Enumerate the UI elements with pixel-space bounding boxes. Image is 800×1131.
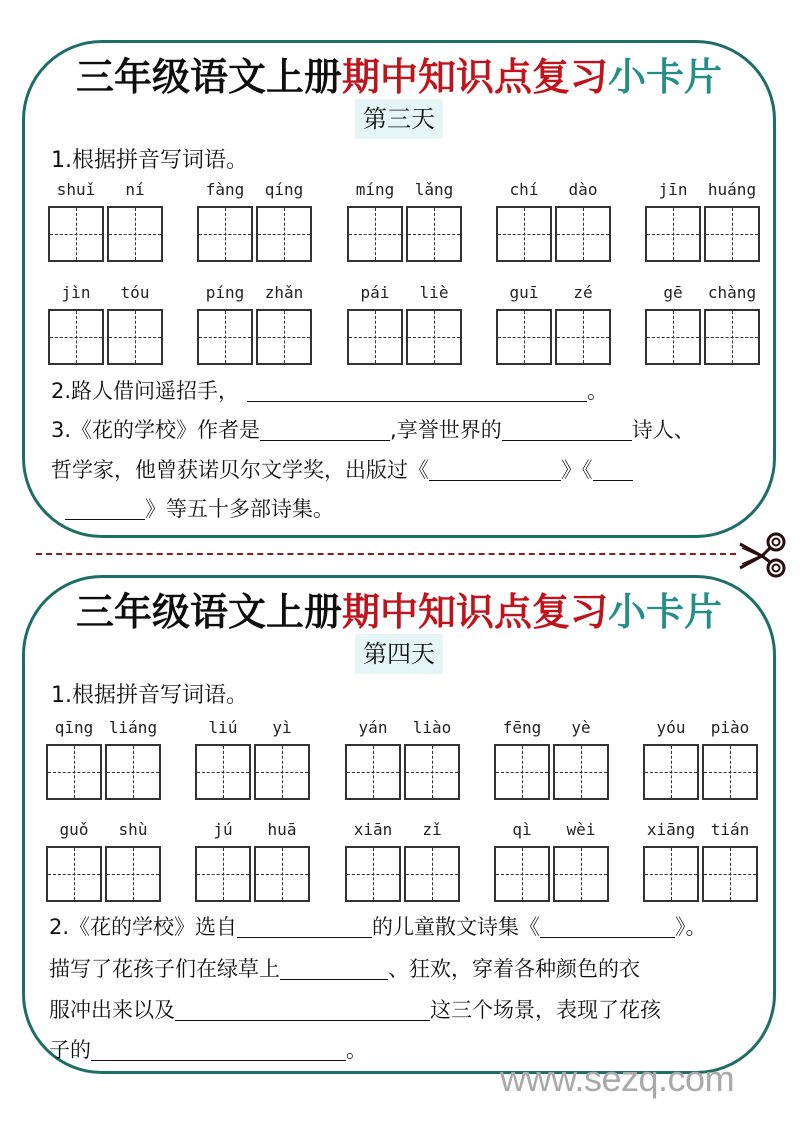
pinyin: xiān — [353, 820, 393, 839]
pinyin: dào — [568, 180, 598, 199]
pinyin: yóu — [656, 718, 686, 737]
pinyin: huā — [267, 820, 297, 839]
pinyin: jú — [213, 820, 233, 839]
word-group — [645, 180, 761, 270]
writing-box[interactable] — [704, 206, 760, 262]
pinyin: xiāng — [646, 820, 696, 839]
pinyin: liú — [208, 718, 238, 737]
pinyin: guī — [509, 283, 539, 302]
writing-box[interactable] — [555, 309, 611, 365]
pinyin: qīng — [54, 718, 94, 737]
scissors-icon — [736, 532, 788, 578]
q2-end: 。 — [587, 379, 609, 403]
review-card-day3 — [22, 40, 776, 538]
answer-blank[interactable] — [65, 497, 145, 520]
writing-box[interactable] — [256, 206, 312, 262]
answer-blank[interactable] — [237, 915, 372, 938]
review-card-day4 — [22, 575, 776, 1074]
card-title — [25, 55, 773, 99]
writing-box[interactable] — [195, 744, 251, 800]
question-3-line-1 — [51, 416, 759, 444]
answer-blank[interactable] — [429, 458, 561, 481]
pinyin: liáng — [108, 718, 158, 737]
cut-line-divider — [36, 553, 736, 555]
question-1-heading: 1.根据拼音写词语。 — [51, 683, 248, 708]
question-2-line-2 — [49, 955, 759, 983]
pinyin: guǒ — [59, 820, 89, 839]
writing-box[interactable] — [347, 206, 403, 262]
pinyin: chí — [509, 180, 539, 199]
q2-text: 子的 — [49, 1038, 91, 1062]
pinyin: liè — [419, 283, 449, 302]
pinyin: liào — [412, 718, 452, 737]
pinyin: zhǎn — [264, 283, 304, 302]
pinyin-grid-row-1 — [25, 180, 773, 270]
day-label: 第四天 — [355, 634, 443, 674]
writing-box[interactable] — [105, 846, 161, 902]
writing-box[interactable] — [404, 846, 460, 902]
writing-box[interactable] — [496, 206, 552, 262]
q2-text: 2.《花的学校》选自 — [49, 915, 238, 939]
writing-box[interactable] — [254, 744, 310, 800]
writing-box[interactable] — [107, 309, 163, 365]
pinyin: qì — [512, 820, 532, 839]
title-part-card: 小卡片 — [608, 55, 723, 99]
q2-text: 、狂欢，穿着各种颜色的衣 — [388, 957, 640, 981]
word-group — [195, 820, 311, 910]
word-group — [643, 820, 759, 910]
pinyin: fēng — [502, 718, 542, 737]
word-group — [643, 718, 759, 808]
pinyin: tóu — [120, 283, 150, 302]
pinyin: fàng — [205, 180, 245, 199]
title-part-card: 小卡片 — [608, 590, 723, 634]
word-group — [645, 283, 761, 373]
watermark: www.sezq.com — [500, 1058, 735, 1099]
pinyin: wèi — [566, 820, 596, 839]
title-part-grade: 三年级语文上册 — [75, 590, 342, 634]
word-group — [496, 180, 612, 270]
writing-box[interactable] — [347, 309, 403, 365]
pinyin: shuǐ — [56, 180, 96, 199]
writing-box[interactable] — [256, 309, 312, 365]
pinyin: lǎng — [414, 180, 454, 199]
question-2-line-3 — [49, 996, 759, 1024]
answer-blank[interactable] — [247, 379, 587, 402]
word-group — [347, 283, 463, 373]
word-group — [345, 718, 461, 808]
word-group — [46, 718, 162, 808]
q2-text: 。 — [346, 1038, 367, 1062]
q3-text: ,享誉世界的 — [390, 418, 502, 442]
pinyin: zǐ — [422, 820, 442, 839]
q3-text: 哲学家，他曾获诺贝尔文学奖，出版过《 — [51, 458, 429, 482]
writing-box[interactable] — [404, 744, 460, 800]
word-group — [347, 180, 463, 270]
writing-box[interactable] — [345, 744, 401, 800]
writing-box[interactable] — [645, 309, 701, 365]
writing-box[interactable] — [345, 846, 401, 902]
pinyin: míng — [355, 180, 395, 199]
writing-box[interactable] — [254, 846, 310, 902]
writing-box[interactable] — [704, 309, 760, 365]
word-group — [345, 820, 461, 910]
word-group — [494, 718, 610, 808]
q2-text: 这三个场景，表现了花孩 — [430, 998, 661, 1022]
pinyin: yán — [358, 718, 388, 737]
writing-box[interactable] — [496, 309, 552, 365]
q3-text: 》等五十多部诗集。 — [145, 497, 334, 521]
writing-box[interactable] — [406, 206, 462, 262]
writing-box[interactable] — [555, 206, 611, 262]
pinyin: jīn — [658, 180, 688, 199]
question-3-line-3 — [65, 495, 759, 523]
pinyin-grid-row-1 — [25, 718, 773, 808]
word-group — [46, 820, 162, 910]
pinyin: chàng — [707, 283, 757, 302]
writing-box[interactable] — [46, 744, 102, 800]
question-2 — [51, 377, 759, 405]
answer-blank[interactable] — [540, 915, 675, 938]
pinyin: zé — [573, 283, 593, 302]
q2-text: 的儿童散文诗集《 — [372, 915, 541, 939]
day-label: 第三天 — [355, 99, 443, 139]
writing-box[interactable] — [105, 744, 161, 800]
pinyin: huáng — [707, 180, 757, 199]
writing-box[interactable] — [107, 206, 163, 262]
writing-box[interactable] — [197, 206, 253, 262]
writing-box[interactable] — [645, 206, 701, 262]
pinyin: piào — [710, 718, 750, 737]
writing-box[interactable] — [553, 744, 609, 800]
writing-box[interactable] — [195, 846, 251, 902]
writing-box[interactable] — [702, 744, 758, 800]
question-1-heading: 1.根据拼音写词语。 — [51, 148, 248, 173]
writing-box[interactable] — [553, 846, 609, 902]
writing-box[interactable] — [643, 744, 699, 800]
card-title — [25, 590, 773, 634]
writing-box[interactable] — [46, 846, 102, 902]
answer-blank[interactable] — [91, 1038, 346, 1061]
pinyin: ní — [125, 180, 145, 199]
writing-box[interactable] — [643, 846, 699, 902]
answer-blank[interactable] — [260, 418, 390, 441]
pinyin: píng — [205, 283, 245, 302]
q2-text: 》。 — [675, 915, 707, 939]
word-group — [496, 283, 612, 373]
pinyin: jìn — [61, 283, 91, 302]
word-group — [197, 283, 313, 373]
q2-text: 服冲出来以及 — [49, 998, 175, 1022]
word-group — [48, 283, 164, 373]
writing-box[interactable] — [48, 309, 104, 365]
q2-text: 2.路人借问遥招手， — [51, 379, 240, 403]
pinyin: yì — [272, 718, 292, 737]
answer-blank[interactable] — [502, 418, 632, 441]
word-group — [494, 820, 610, 910]
q3-text: 3.《花的学校》作者是 — [51, 418, 261, 442]
pinyin: tián — [710, 820, 750, 839]
question-2-line-1 — [49, 913, 759, 941]
answer-blank[interactable] — [593, 458, 633, 481]
writing-box[interactable] — [494, 744, 550, 800]
answer-blank[interactable] — [280, 957, 388, 980]
pinyin-grid-row-2 — [25, 820, 773, 910]
pinyin: qíng — [264, 180, 304, 199]
title-part-review: 期中知识点复习 — [341, 590, 608, 634]
word-group — [197, 180, 313, 270]
writing-box[interactable] — [406, 309, 462, 365]
writing-box[interactable] — [702, 846, 758, 902]
title-part-review: 期中知识点复习 — [341, 55, 608, 99]
writing-box[interactable] — [494, 846, 550, 902]
question-3-line-2 — [51, 456, 759, 484]
word-group — [48, 180, 164, 270]
word-group — [195, 718, 311, 808]
pinyin: pái — [360, 283, 390, 302]
writing-box[interactable] — [197, 309, 253, 365]
pinyin: shù — [118, 820, 148, 839]
writing-box[interactable] — [48, 206, 104, 262]
q2-text: 描写了花孩子们在绿草上 — [49, 957, 280, 981]
pinyin: gē — [663, 283, 683, 302]
q3-text: 诗人、 — [631, 418, 695, 442]
pinyin-grid-row-2 — [25, 283, 773, 373]
answer-blank[interactable] — [175, 998, 430, 1021]
pinyin: yè — [571, 718, 591, 737]
title-part-grade: 三年级语文上册 — [75, 55, 342, 99]
q3-text: 》《 — [561, 458, 593, 482]
